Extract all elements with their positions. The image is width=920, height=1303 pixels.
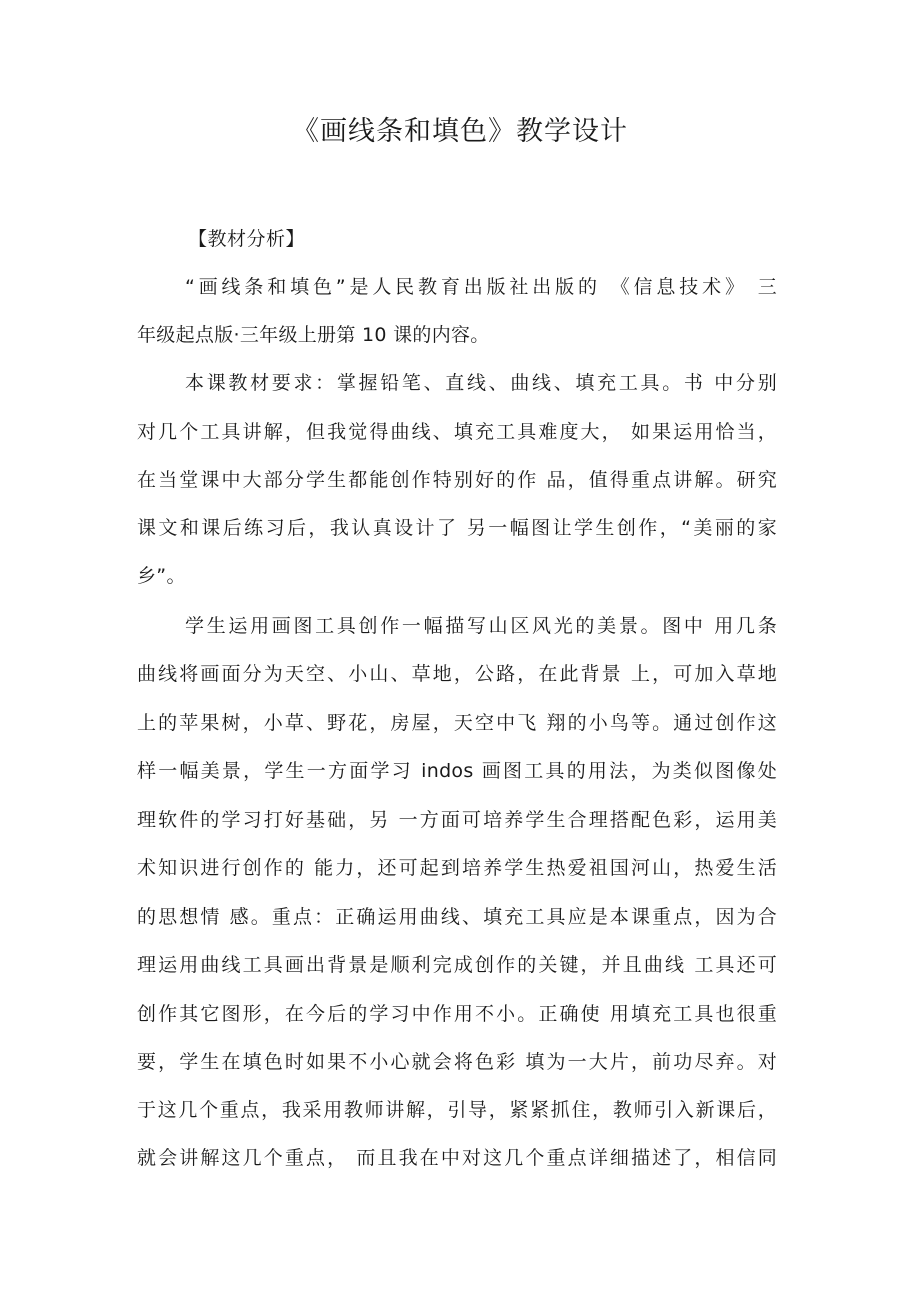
- paragraph-3-line-4: 样一幅美景，学生一方面学习 indos 画图工具的用法，为类似图像处: [137, 760, 777, 782]
- paragraph-3-line-1: 学生运用画图工具创作一幅描写山区风光的美景。图中 用几条: [185, 615, 777, 637]
- paragraph-2-line-1: 本课教材要求：掌握铅笔、直线、曲线、填充工具。书 中分别: [185, 372, 777, 394]
- paragraph-3-line-9: 创作其它图形，在今后的学习中作用不小。正确使 用填充工具也很重: [137, 1003, 777, 1025]
- paragraph-3-line-7: 的思想情 感。重点：正确运用曲线、填充工具应是本课重点，因为合: [137, 906, 777, 928]
- paragraph-2-line-3: 在当堂课中大部分学生都能创作特别好的作 品，值得重点讲解。研究: [137, 469, 777, 491]
- paragraph-3-line-2: 曲线将画面分为天空、小山、草地，公路，在此背景 上，可加入草地: [137, 663, 777, 685]
- paragraph-3-line-5: 理软件的学习打好基础，另 一方面可培养学生合理搭配色彩，运用美: [137, 809, 777, 831]
- paragraph-3-line-8: 理运用曲线工具画出背景是顺利完成创作的关键，并且曲线 工具还可: [137, 954, 777, 976]
- paragraph-2-line-5: 乡”。: [137, 565, 186, 587]
- paragraph-1-line-2: 年级起点版·三年级上册第 10 课的内容。: [137, 324, 490, 346]
- paragraph-2-line-2: 对几个工具讲解，但我觉得曲线、填充工具难度大， 如果运用恰当，: [137, 421, 777, 443]
- paragraph-2-line-4: 课文和课后练习后，我认真设计了 另一幅图让学生创作，“美丽的家: [137, 517, 777, 539]
- section-heading: 【教材分析】: [188, 228, 306, 250]
- paragraph-3-line-3: 上的苹果树，小草、野花，房屋，天空中飞 翔的小鸟等。通过创作这: [137, 712, 777, 734]
- paragraph-3-line-11: 于这几个重点，我采用教师讲解，引导，紧紧抓住，教师引入新课后，: [137, 1099, 777, 1121]
- paragraph-3-line-6: 术知识进行创作的 能力，还可起到培养学生热爱祖国河山，热爱生活: [137, 857, 777, 879]
- paragraph-3-line-12: 就会讲解这几个重点， 而且我在中对这几个重点详细描述了，相信同: [137, 1147, 777, 1169]
- document-title: 《画线条和填色》教学设计: [292, 116, 628, 147]
- paragraph-3-line-10: 要，学生在填色时如果不小心就会将色彩 填为一大片，前功尽弃。对: [137, 1051, 777, 1073]
- paragraph-1-line-1: “画线条和填色”是人民教育出版社出版的 《信息技术》 三: [185, 276, 777, 298]
